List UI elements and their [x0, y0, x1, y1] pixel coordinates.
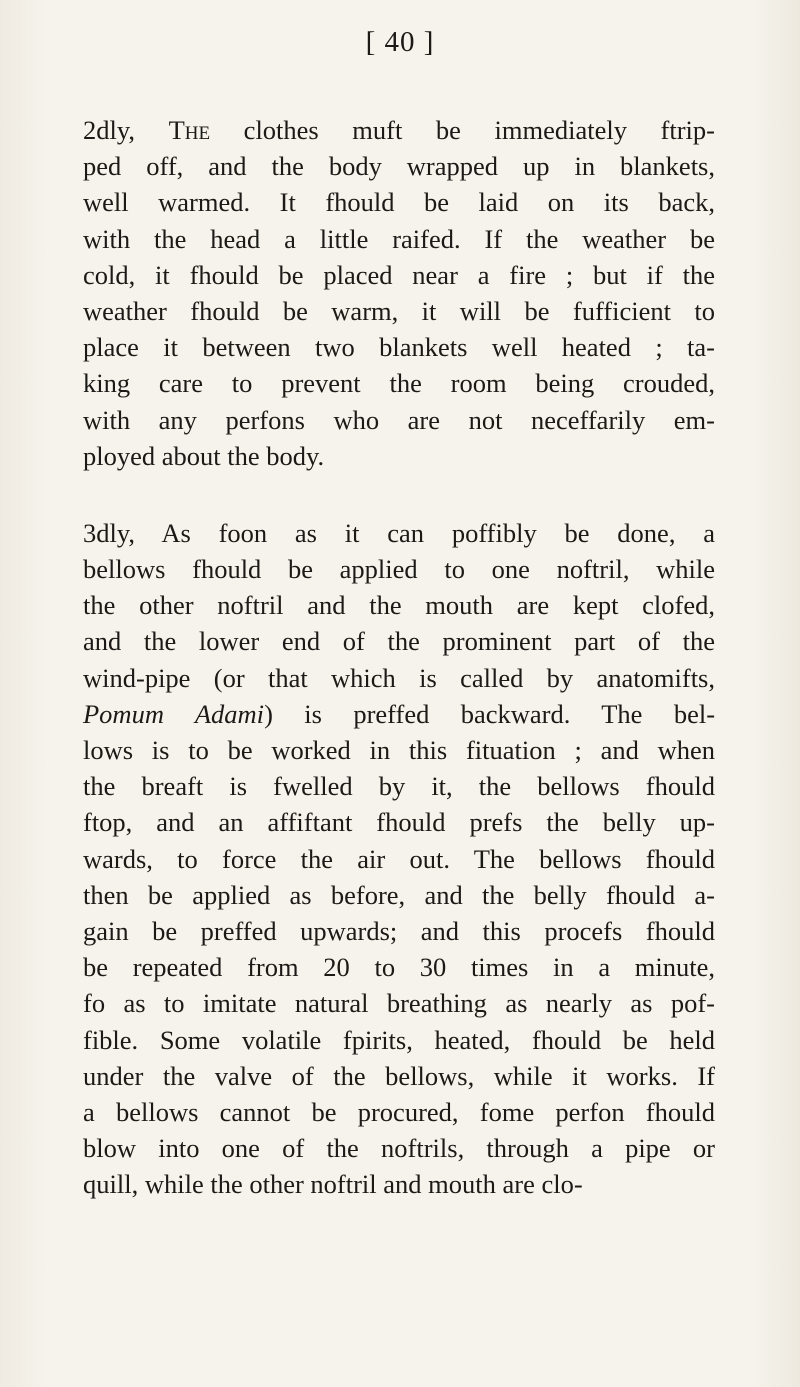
line-text: wind-pipe (or that which is called by anatomifts, — [83, 662, 715, 693]
text-line — [83, 660, 715, 696]
text-line — [83, 438, 715, 474]
page-number: [ 40 ] — [365, 26, 435, 58]
line-text: quill, while the other noftril and mouth are clo- — [83, 1169, 583, 1200]
text-line — [83, 1022, 715, 1058]
text-line — [83, 184, 715, 220]
line-text: weather fhould be warm, it will be fufficient to — [83, 295, 715, 326]
line-text: with any perfons who are not neceffarily em- — [83, 404, 715, 435]
text-line — [83, 221, 715, 257]
line-text: ployed about the body. — [83, 440, 325, 471]
line-text: fible. Some volatile fpirits, heated, fhould be held — [83, 1024, 715, 1055]
line-text: king care to prevent the room being crouded, — [83, 368, 715, 399]
small-caps-text: The — [168, 115, 211, 145]
text-line — [83, 112, 715, 148]
line-text: lows is to be worked in this fituation ; and when — [83, 735, 715, 765]
text-line — [83, 551, 715, 587]
text-line — [83, 949, 715, 985]
line-text: be repeated from 20 to 30 times in a minute, — [83, 952, 715, 983]
text-line — [83, 1130, 715, 1166]
text-line — [83, 768, 715, 804]
text-line — [83, 841, 715, 877]
line-text: blow into one of the noftrils, through a pipe or — [83, 1133, 715, 1164]
text-line — [83, 1094, 715, 1130]
text-line — [83, 365, 715, 401]
body-text — [83, 112, 715, 1202]
line-text: under the valve of the bellows, while it works. If — [83, 1060, 715, 1091]
text-line — [83, 402, 715, 438]
text-line — [83, 587, 715, 623]
italic-text: Pomum Adami — [83, 698, 265, 729]
text-line — [83, 804, 715, 840]
line-text: gain be preffed upwards; and this procefs fhould — [83, 915, 715, 946]
line-text: place it between two blankets well heated ; ta- — [83, 332, 715, 363]
text-line — [83, 293, 715, 329]
line-text: 3dly, As foon as it can poffibly be done, a — [83, 517, 715, 548]
line-text: with the head a little raifed. If the weather be — [83, 223, 715, 254]
line-text: the other noftril and the mouth are kept clofed, — [83, 590, 715, 621]
line-text: 2dly, — [83, 115, 169, 145]
line-text: cold, it fhould be placed near a fire ; but if the — [83, 259, 715, 290]
line-text: ftop, and an affiftant fhould prefs the belly up- — [83, 807, 715, 838]
text-line — [83, 877, 715, 913]
text-line — [83, 1166, 715, 1202]
text-line — [83, 515, 715, 551]
line-text: ) is preffed backward. The bel- — [264, 698, 716, 729]
text-line — [83, 732, 715, 768]
text-line — [83, 329, 715, 365]
line-text: then be applied as before, and the belly fhould a- — [83, 879, 715, 910]
text-line — [83, 148, 715, 184]
text-line — [83, 1058, 715, 1094]
line-text: clothes muft be immediately ftrip- — [210, 115, 715, 145]
text-line — [83, 913, 715, 949]
paragraph — [83, 112, 715, 474]
text-line — [83, 623, 715, 659]
text-line — [83, 257, 715, 293]
line-text: wards, to force the air out. The bellows fhould — [83, 843, 715, 874]
line-text: and the lower end of the prominent part of the — [83, 626, 715, 657]
line-text: bellows fhould be applied to one noftril, while — [83, 554, 715, 585]
line-text: ped off, and the body wrapped up in blankets, — [83, 151, 715, 182]
line-text: fo as to imitate natural breathing as nearly as pof- — [83, 988, 715, 1019]
line-text: a bellows cannot be procured, fome perfon fhould — [83, 1096, 715, 1127]
text-line — [83, 985, 715, 1021]
line-text: well warmed. It fhould be laid on its back, — [83, 187, 715, 218]
paragraph — [83, 515, 715, 1203]
line-text: the breaft is fwelled by it, the bellows fhould — [83, 771, 715, 802]
text-line — [83, 696, 715, 732]
